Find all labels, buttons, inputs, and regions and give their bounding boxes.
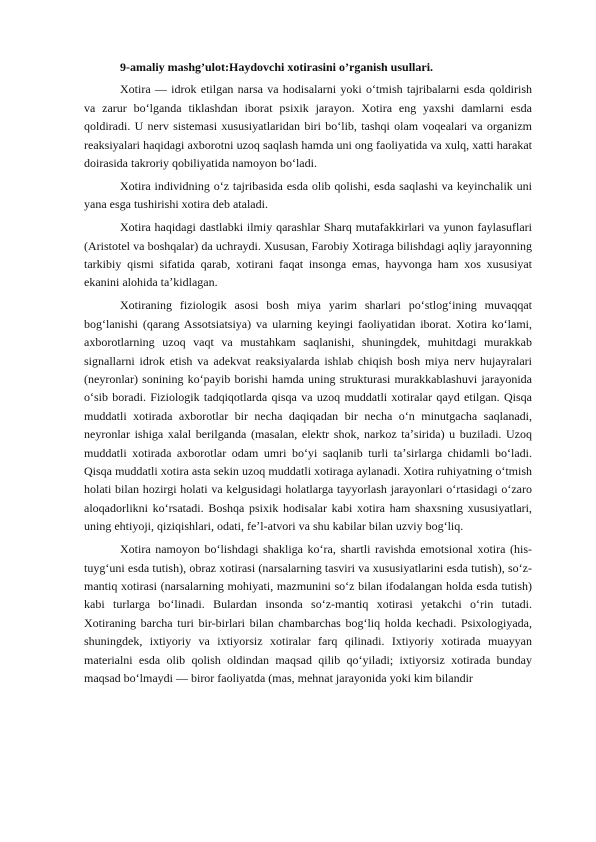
paragraph-individual-memory: Xotira individning oʻz tajribasida esda olib qolishi, esda saqlashi va keyinchalik uni yana esga tushirishi xotira deb ataladi. [84,178,532,212]
paragraph-memory-types: Xotira namoyon boʻlishdagi shakliga koʻra, shartli ravishda emotsional xotira (his-tuygʻuni esda tutish), obraz xotirasi (narsalarning tasviri va xususiyatlarini esda tutish), soʻz-mantiq xotirasi (narsalarning mohiyati, mazmunini soʻz bilan ifodalangan holda esda tutish) kabi turlarga boʻlinadi. Bulardan insonda soʻz-mantiq xotirasi yetakchi oʻrin tutadi. Xotiraning barcha turi bir-birlari bilan chambarchas bogʻliq holda kechadi. Psixologiyada, shuningdek, ixtiyoriy va ixtiyorsiz xotiralar farq qilinadi. Ixtiyoriy xotirada muayyan materialni esda olib qolish oldindan maqsad qilib qoʻyiladi; ixtiyorsiz xotirada bunday maqsad boʻlmaydi — biror faoliyatda (mas, mehnat jarayonida yoki kim bilandir [84,542,532,685]
paragraph-early-views: Xotira haqidagi dastlabki ilmiy qarashlar Sharq mutafakkirlari va yunon faylasuflari (Aristotel va boshqalar) da uchraydi. Xususan, Farobiy Xotiraga bilishdagi aqliy jarayonning tarkibiy qismi sifatida qarab, xotirani faqat insonga emas, hayvonga ham xos xususiyat ekanini alohida taʼkidlagan. [84,220,532,290]
paragraph-physiological-basis: Xotiraning fiziologik asosi bosh miya yarim sharlari poʻstlogʻining muvaqqat bogʻlanishi (qarang Assotsiatsiya) va ularning keyingi faoliyatidan iborat. Xotira koʻlami, axborotlarning uzoq vaqt va mustahkam saqlanishi, shuningdek, muhitdagi murakkab signallarni idrok etish va adekvat reaksiyalarda ishlab chiqish bosh miya nerv hujayralari (neyronlar) sonining koʻpayib borishi hamda uning strukturasi murakkablashuvi jarayonida oʻsib boradi. Fiziologik tadqiqotlarda qisqa va uzoq muddatli xotiralar qayd etilgan. Qisqa muddatli xotirada axborotlar bir necha daqiqadan bir necha oʻn minutgacha saqlanadi, neyronlar ishiga xalal berilganda (masalan, elektr shok, narkoz taʼsirida) u buziladi. Uzoq muddatli xotirada axborotlar odam umri boʻyi saqlanib turli taʼsirlarga chidamli boʻladi. Qisqa muddatli xotira asta sekin uzoq muddatli xotiraga aylanadi. Xotira ruhiyatning oʻtmish holati bilan hozirgi holati va kelgusidagi holatlarga tayyorlash jarayonlari oʻrtasidagi oʻzaro aloqadorlikni koʻrsatadi. Boshqa psixik hodisalar kabi xotira ham shaxsning xususiyatlari, uning ehtiyoji, qiziqishlari, odati, feʼl-atvori va shu kabilar bilan uzviy bogʻliq. [84,298,532,534]
paragraph-definition: Xotira — idrok etilgan narsa va hodisalarni yoki oʻtmish tajribalarni esda qoldirish va zarur boʻlganda tiklashdan iborat psixik jarayon. Xotira eng yaxshi damlarni esda qoldiradi. U nerv sistemasi xususiyatlaridan biri boʻlib, tashqi olam voqealari va organizm reaksiyalari haqidagi axborotni uzoq saqlash hamda uni ong faoliyatida va xulq, xatti harakat doirasida takroriy qobiliyatida namoyon boʻladi. [84,82,532,171]
document-title: 9-amaliy mashg’ulot:Haydovchi xotirasini o’rganish usullari. [120,60,434,74]
document-page [84,58,532,692]
